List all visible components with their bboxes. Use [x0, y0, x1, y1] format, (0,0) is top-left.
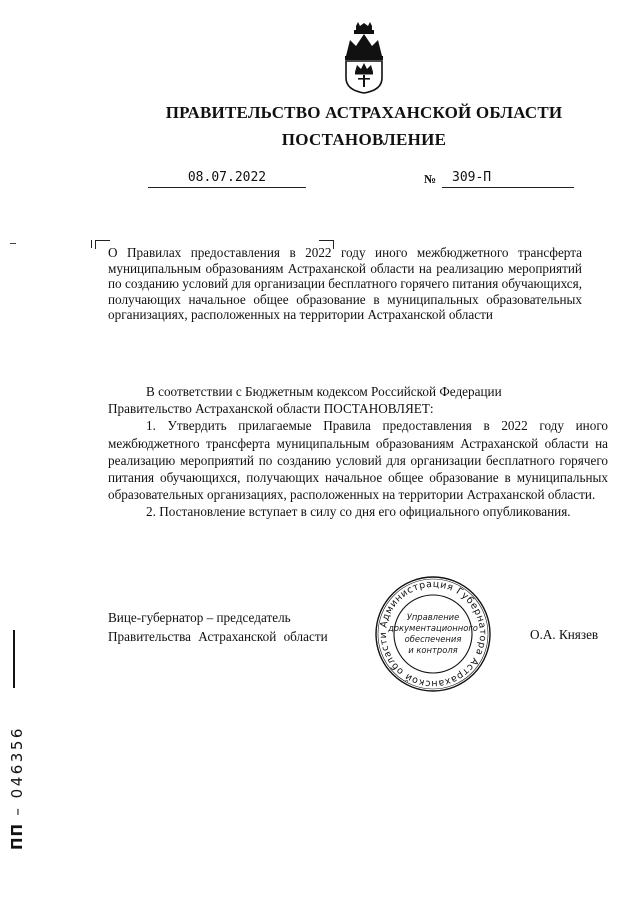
government-title: ПРАВИТЕЛЬСТВО АСТРАХАНСКОЙ ОБЛАСТИ [165, 103, 563, 122]
document-type: ПОСТАНОВЛЕНИЕ [281, 130, 447, 149]
number-label: № [424, 172, 437, 186]
signatory-name: О.А. Князев [530, 627, 599, 642]
stamp-line-4: и контроля [408, 645, 458, 655]
document-date: 08.07.2022 [148, 170, 306, 188]
serial-prefix: ПП [8, 822, 26, 850]
document-subject: О Правилах предоставления в 2022 году иного межбюджетного трансферта муниципальным образованиям Астраханской области на реализацию мероприятий по созданию условий для организации бесплатного горячего питания обучающихся, получающих начальное общее образование в муниципальных образовательных организациях, расположенных на территории Астраханской области [108, 245, 582, 323]
document-number: 309-П [442, 170, 574, 188]
item-2: 2. Постановление вступает в силу со дня его официального опубликования. [146, 504, 571, 520]
margin-mark [10, 243, 16, 244]
signatory-role [108, 609, 328, 646]
side-serial-number [8, 726, 26, 850]
subject-bracket-left-extra [91, 240, 92, 248]
document-body [108, 383, 608, 521]
item-1: 1. Утвердить прилагаемые Правила предоставления в 2022 году иного межбюджетного трансферта муниципальным образованиям Астраханской области на реализацию мероприятий по созданию условий для организации бесплатного горячего питания обучающихся, получающих начальное общее образование в муниципальных образовательных организациях, расположенных на территории Астраханской области. [108, 418, 608, 503]
serial-number: – 046356 [8, 726, 26, 816]
stamp-line-2: документационного [388, 623, 478, 633]
astrakhan-coat-of-arms-icon [342, 22, 386, 94]
signatory-role-line-2: Правительства Астраханской области [108, 628, 328, 644]
stamp-line-3: обеспечения [404, 634, 462, 644]
stamp-line-1: Управление [406, 612, 460, 622]
side-rule [13, 630, 15, 688]
signatory-role-line-1: Вице-губернатор – председатель [108, 610, 291, 625]
intro-line-2: Правительство Астраханской области ПОСТАНОВЛЯЕТ: [108, 401, 434, 417]
stamp-ring-text: Администрация Губернатора Астраханской области [377, 578, 489, 690]
intro-line-1: В соответствии с Бюджетным кодексом Российской Федерации [146, 384, 502, 399]
stamp-inner-text [373, 612, 493, 656]
